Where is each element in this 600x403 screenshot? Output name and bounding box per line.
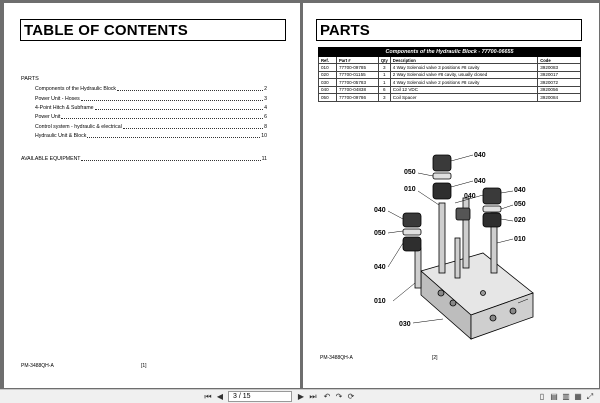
two-page-view-icon[interactable]: ▥	[562, 392, 570, 401]
hydraulic-block-diagram	[343, 143, 543, 343]
column-header: Qty	[378, 57, 390, 64]
cell-part: 77700-09785	[336, 64, 378, 72]
cell-ref: 010	[319, 64, 337, 72]
column-header: Description	[390, 57, 537, 64]
cell-qty: 6	[378, 86, 390, 94]
callout-label: 050	[514, 201, 526, 208]
leader-dots	[81, 160, 260, 161]
first-page-icon[interactable]: ⏮	[204, 392, 212, 401]
back-icon[interactable]: ↶	[323, 392, 331, 401]
callout-label: 050	[374, 230, 386, 237]
viewer-toolbar	[0, 389, 600, 403]
parts-title: PARTS	[316, 19, 582, 41]
toc-entry-label: 4-Point Hitch & Subframe	[35, 105, 94, 111]
leader-dots	[87, 137, 260, 138]
footer-page-number: [2]	[432, 355, 438, 361]
cell-code: 3920056	[538, 86, 581, 94]
column-header: Part #	[336, 57, 378, 64]
footer-code: PM-3488QH-A	[21, 363, 54, 369]
toc-entry[interactable]	[35, 133, 267, 139]
toc-entry-page: 6	[264, 114, 267, 120]
cell-code: 3920072	[538, 79, 581, 87]
leader-dots	[61, 118, 263, 119]
cell-description: 4 Way Solenoid valve 2 positions #8 cavity	[390, 79, 537, 87]
toc-entry-page: 4	[264, 105, 267, 111]
toc-entry-label: AVAILABLE EQUIPMENT	[21, 156, 81, 162]
table-row	[319, 71, 581, 79]
toc-entry-page: 10	[261, 133, 267, 139]
cell-qty: 1	[378, 79, 390, 87]
callout-label: 010	[374, 298, 386, 305]
toc-entry-label: Hydraulic Unit & Block	[35, 133, 87, 139]
toc-entry-label: Control system - hydraulic & electrical	[35, 124, 122, 130]
table-row	[319, 86, 581, 94]
toc-entry[interactable]	[35, 105, 267, 111]
toc-entry[interactable]	[35, 96, 267, 102]
footer-page-number: [1]	[141, 363, 147, 369]
cell-qty: 3	[378, 94, 390, 102]
cell-description: 4 Way Solenoid valve 3 positions #8 cavity	[390, 64, 537, 72]
cell-description: 2 Way Solenoid valve #8 cavity, usually closed	[390, 71, 537, 79]
table-caption: Components of the Hydraulic Block - 77700-06655	[319, 48, 581, 57]
toc-entry-label: Power Unit	[35, 114, 61, 120]
continuous-view-icon[interactable]: ▤	[550, 392, 558, 401]
page-number-input[interactable]: 3 / 15	[228, 391, 292, 402]
cell-ref: 030	[319, 79, 337, 87]
cell-code: 3920017	[538, 71, 581, 79]
toc-entry-label: Components of the Hydraulic Block	[35, 86, 117, 92]
forward-icon[interactable]: ↷	[335, 392, 343, 401]
callout-label: 040	[464, 193, 476, 200]
toc-entry-page: 11	[261, 156, 267, 162]
rotate-icon[interactable]: ⟳	[347, 392, 355, 401]
footer-code: PM-3488QH-A	[320, 355, 353, 361]
toc-entry-available-equipment[interactable]	[21, 156, 267, 162]
callout-label: 010	[514, 236, 526, 243]
cell-ref: 050	[319, 94, 337, 102]
cell-code: 3920084	[538, 94, 581, 102]
cell-part: 77700-04838	[336, 86, 378, 94]
fullscreen-icon[interactable]: ⤢	[586, 392, 594, 401]
cell-part: 77700-01155	[336, 71, 378, 79]
cell-qty: 1	[378, 71, 390, 79]
next-page-icon[interactable]: ▶	[297, 392, 305, 401]
callout-label: 050	[404, 169, 416, 176]
toc-entry-page: 2	[264, 86, 267, 92]
cell-part: 77700-09786	[336, 94, 378, 102]
table-row	[319, 94, 581, 102]
two-page-continuous-icon[interactable]: ▦	[574, 392, 582, 401]
toc-section-parts: PARTS	[21, 76, 39, 82]
previous-page-icon[interactable]: ◀	[216, 392, 224, 401]
toc-entry-page: 3	[264, 96, 267, 102]
toc-entry-label: Power Unit - Hoses	[35, 96, 80, 102]
page-left	[4, 3, 300, 388]
coils	[403, 155, 501, 251]
callout-label: 040	[374, 264, 386, 271]
callout-label: 020	[514, 217, 526, 224]
cell-part: 77700-05783	[336, 79, 378, 87]
callout-label: 040	[514, 187, 526, 194]
column-header: Ref.	[319, 57, 337, 64]
single-page-view-icon[interactable]: ▯	[539, 392, 545, 401]
leader-dots	[95, 109, 264, 110]
toc-title: TABLE OF CONTENTS	[20, 19, 286, 41]
page-right	[303, 3, 599, 388]
toc-entry[interactable]	[35, 114, 267, 120]
callout-label: 040	[374, 207, 386, 214]
cell-description: Coil Spacer	[390, 94, 537, 102]
cell-code: 3920083	[538, 64, 581, 72]
table-row	[319, 64, 581, 72]
callout-label: 040	[474, 152, 486, 159]
callout-label: 030	[399, 321, 411, 328]
toc-entry[interactable]	[35, 86, 267, 92]
manifold-block	[421, 253, 533, 339]
callout-label: 040	[474, 178, 486, 185]
leader-dots	[123, 128, 263, 129]
toc-entry-page: 8	[264, 124, 267, 130]
leader-dots	[117, 90, 263, 91]
cell-description: Coil 12 VDC	[390, 86, 537, 94]
column-header: Code	[538, 57, 581, 64]
cell-ref: 040	[319, 86, 337, 94]
leader-dots	[81, 100, 263, 101]
callout-label: 010	[404, 186, 416, 193]
cell-qty: 3	[378, 64, 390, 72]
toc-entry[interactable]	[35, 124, 267, 130]
table-row	[319, 79, 581, 87]
cell-ref: 020	[319, 71, 337, 79]
last-page-icon[interactable]: ⏭	[309, 392, 317, 401]
parts-table	[318, 47, 581, 102]
